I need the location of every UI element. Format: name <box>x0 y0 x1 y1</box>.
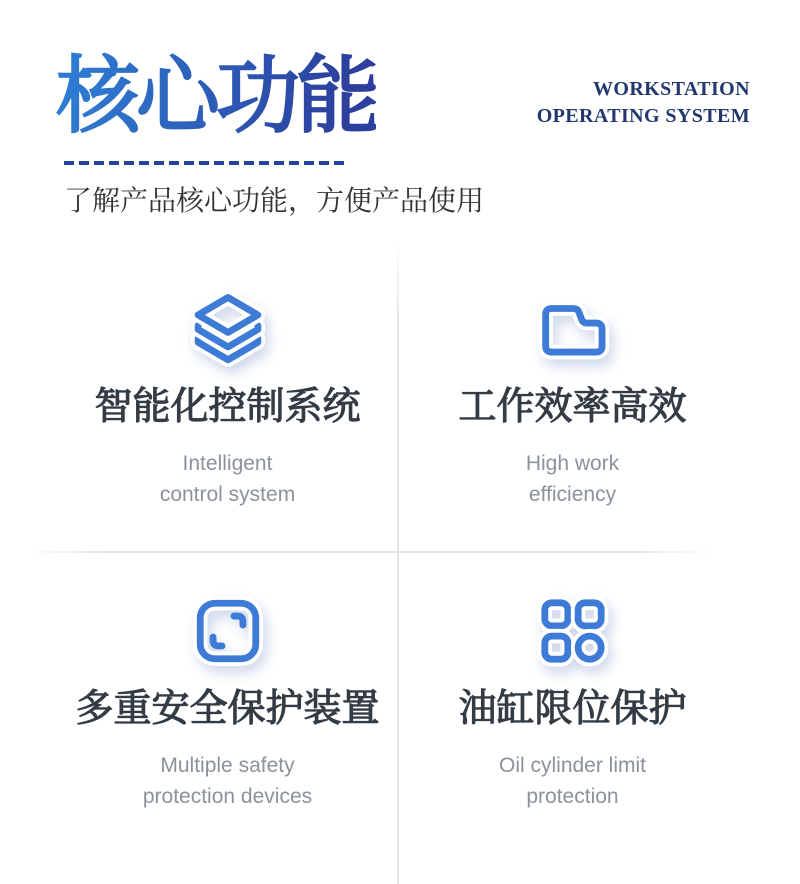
features-grid <box>55 250 745 854</box>
feature-card-safety-protection <box>55 552 400 854</box>
feature-card-cylinder-limit <box>400 552 745 854</box>
feature-subtitle <box>499 750 646 812</box>
feature-title: 油缸限位保护 <box>458 688 687 730</box>
layers-icon <box>187 288 269 370</box>
feature-subtitle-line: control system <box>159 483 296 506</box>
tagline <box>537 76 750 130</box>
section-subtitle: 了解产品核心功能，方便产品使用 <box>64 185 485 216</box>
feature-subtitle <box>526 448 619 510</box>
feature-subtitle-line: protection <box>526 785 619 808</box>
feature-subtitle-line: efficiency <box>528 483 617 506</box>
feature-card-intelligent-control <box>55 250 400 552</box>
feature-subtitle-line: Multiple safety <box>160 754 295 777</box>
feature-title: 多重安全保护装置 <box>75 688 380 730</box>
feature-subtitle-line: Oil cylinder limit <box>498 754 647 777</box>
feature-title: 智能化控制系统 <box>94 386 361 428</box>
scan-frame-icon <box>187 590 269 672</box>
app-grid-icon <box>532 590 614 672</box>
feature-title: 工作效率高效 <box>458 386 687 428</box>
feature-subtitle-line: protection devices <box>142 785 313 808</box>
tagline-line-2: OPERATING SYSTEM <box>536 105 750 127</box>
feature-subtitle-line: Intelligent <box>182 452 273 475</box>
dashed-divider <box>64 161 347 165</box>
feature-subtitle <box>160 448 295 510</box>
feature-card-work-efficiency <box>400 250 745 552</box>
feature-subtitle <box>143 750 312 812</box>
folder-icon <box>532 288 614 370</box>
feature-subtitle-line: High work <box>525 452 620 475</box>
page-title: 核心功能 <box>56 50 376 147</box>
tagline-line-1: WORKSTATION <box>592 78 750 100</box>
